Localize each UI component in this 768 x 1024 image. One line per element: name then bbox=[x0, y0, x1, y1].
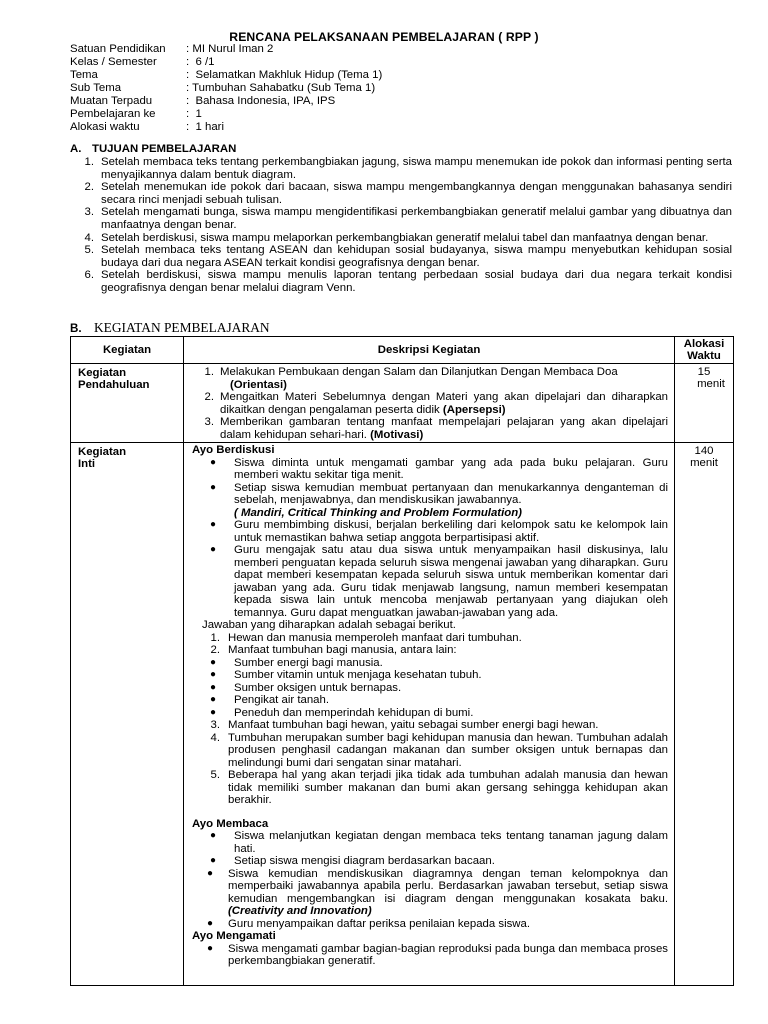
stage-label: Kegiatan bbox=[78, 446, 127, 458]
item-text: Manfaat tumbuhan bagi manusia, antara lain: bbox=[228, 644, 457, 656]
header-alokasi bbox=[675, 337, 734, 364]
table-header-row bbox=[71, 337, 734, 364]
item-text: Siswa melanjutkan kegiatan dengan membaca teks tentang tanaman jagung dalam hati. bbox=[234, 830, 668, 855]
identity-label: Kelas / Semester bbox=[70, 56, 157, 68]
identity-row bbox=[70, 69, 382, 82]
item-number: 2. bbox=[210, 644, 220, 656]
answer-item bbox=[192, 719, 668, 732]
item-number: 3. bbox=[204, 416, 214, 428]
objective-text: Setelah mengamati bunga, siswa mampu mengidentifikasi perkembangbiakan generatif melalui gambar yang dibuatnya dan manfaatnya dengan benar. bbox=[101, 206, 732, 231]
identity-value: : 1 bbox=[186, 108, 202, 120]
list-item bbox=[192, 416, 668, 441]
bullet-icon: ● bbox=[209, 855, 217, 866]
bullet-icon: ● bbox=[209, 681, 217, 693]
objective-text: Setelah berdiskusi, siswa mampu menulis laporan tentang perbedaan sosial budaya dari dua negara terkait kondisi geografisnya dengan benar melalui diagram Venn. bbox=[101, 269, 732, 294]
item-tag: (Apersepsi) bbox=[442, 403, 506, 416]
allocation-value: 140 bbox=[694, 445, 714, 457]
section-b-title: KEGIATAN PEMBELAJARAN bbox=[94, 320, 270, 335]
identity-row bbox=[70, 43, 382, 56]
identity-label: Pembelajaran ke bbox=[70, 108, 156, 120]
description-cell bbox=[184, 443, 675, 986]
item-text: Peneduh dan memperindah kehidupan di bumi. bbox=[234, 706, 474, 719]
list-item bbox=[192, 366, 668, 391]
item-text: Tumbuhan merupakan sumber bagi kehidupan manusia dan hewan. Tumbuhan adalah produsen penghasil cadangan makanan dan sumber oksigen untuk bernapas dan melindungi bumi dari sengatan sinar matahari. bbox=[228, 731, 668, 769]
list-item bbox=[192, 943, 668, 968]
identity-label: Alokasi waktu bbox=[70, 121, 140, 133]
objective-number: 5. bbox=[84, 244, 94, 257]
item-text: Siswa diminta untuk mengamati gambar yang ada pada buku pelajaran. Guru memberi waktu sekitar tiga menit. bbox=[234, 456, 668, 481]
identity-value: : 6 /1 bbox=[186, 56, 215, 68]
bullet-icon: ● bbox=[209, 544, 217, 555]
allocation-unit: menit bbox=[697, 378, 725, 390]
allocation-cell bbox=[675, 443, 734, 986]
activity-subheading: Ayo Berdiskusi bbox=[192, 444, 275, 456]
objective-number: 6. bbox=[84, 269, 94, 282]
bullet-icon: ● bbox=[209, 694, 217, 705]
objective-item bbox=[70, 181, 732, 206]
item-tag: ( Mandiri, Critical Thinking and Problem Formulation) bbox=[234, 506, 522, 519]
bullet-icon: ● bbox=[206, 917, 214, 929]
stage-cell bbox=[71, 364, 184, 443]
list-item bbox=[192, 830, 668, 855]
identity-label: Sub Tema bbox=[70, 82, 122, 94]
identity-row bbox=[70, 82, 382, 95]
objective-item bbox=[70, 244, 732, 269]
document-title: RENCANA PELAKSANAAN PEMBELAJARAN ( RPP ) bbox=[229, 30, 539, 44]
bullet-icon: ● bbox=[209, 830, 217, 841]
item-tag: (Creativity and Innovation) bbox=[228, 905, 372, 917]
section-a-letter: A. bbox=[70, 143, 82, 155]
bullet-icon: ● bbox=[209, 669, 217, 680]
bullet-icon: ● bbox=[209, 656, 217, 668]
identity-label: Satuan Pendidikan bbox=[70, 43, 166, 55]
identity-label: Muatan Terpadu bbox=[70, 95, 153, 107]
bullet-icon: ● bbox=[209, 706, 217, 718]
objectives-list bbox=[70, 156, 732, 295]
identity-row bbox=[70, 56, 382, 69]
identity-block bbox=[70, 43, 382, 134]
bullet-icon: ● bbox=[206, 867, 214, 879]
item-text: Melakukan Pembukaan dengan Salam dan Dilanjutkan Dengan Membaca Doa bbox=[220, 366, 618, 378]
item-text: Mengaitkan Materi Sebelumnya dengan Materi yang akan dipelajari dan diharapkan dikaitkan dengan pengalaman peserta didik bbox=[220, 391, 668, 416]
identity-value: : Selamatkan Makhluk Hidup (Tema 1) bbox=[186, 69, 383, 81]
list-item bbox=[192, 868, 668, 918]
item-text: Setiap siswa kemudian membuat pertanyaan dan menukarkannya denganteman di sebelah, menjawabnya, dan mendiskusikan jawabannya. bbox=[234, 481, 668, 506]
bullet-icon: ● bbox=[206, 942, 214, 954]
item-text: Guru membimbing diskusi, berjalan berkeliling dari kelompok satu ke kelompok lain untuk memastikan bahwa setiap anggota berpartisipasi aktif. bbox=[234, 519, 668, 544]
item-text: Siswa mengamati gambar bagian-bagian reproduksi pada bunga dan membaca proses perkembangbiakan generatif. bbox=[228, 942, 668, 967]
stage-label: Pendahuluan bbox=[78, 379, 150, 391]
allocation-cell bbox=[675, 364, 734, 443]
list-item bbox=[192, 918, 668, 931]
activity-subheading: Ayo Mengamati bbox=[192, 930, 276, 942]
answer-intro: Jawaban yang diharapkan adalah sebagai berikut. bbox=[202, 619, 456, 631]
objective-number: 2. bbox=[84, 181, 94, 194]
objective-number: 1. bbox=[84, 156, 94, 168]
item-number: 3. bbox=[210, 719, 220, 731]
item-number: 2. bbox=[204, 391, 214, 403]
identity-value: : Tumbuhan Sahabatku (Sub Tema 1) bbox=[186, 82, 376, 94]
objective-item bbox=[70, 206, 732, 231]
item-number: 5. bbox=[210, 769, 220, 781]
objective-item bbox=[70, 156, 732, 181]
activity-table bbox=[70, 336, 734, 986]
list-item bbox=[192, 482, 668, 520]
bullet-icon: ● bbox=[209, 519, 217, 530]
header-kegiatan: Kegiatan bbox=[71, 337, 184, 364]
item-text: Siswa kemudian mendiskusikan diagramnya dengan teman kelompoknya dan memperbaiki jawabannya apabila perlu. Berdasarkan jawaban tersebut, setiap siswa kemudian mengembangkan isi diagram dengan menggunakan kosakata baku. bbox=[228, 867, 668, 905]
objective-text: Setelah berdiskusi, siswa mampu melaporkan perkembangbiakan generatif melalui tabel dan manfaatnya dengan benar. bbox=[101, 231, 709, 244]
table-row-inti bbox=[71, 443, 734, 986]
stage-label: Kegiatan bbox=[78, 367, 127, 379]
answer-item bbox=[192, 769, 668, 807]
identity-row bbox=[70, 108, 382, 121]
item-text: Setiap siswa mengisi diagram berdasarkan bacaan. bbox=[234, 855, 495, 867]
objective-text: Setelah menemukan ide pokok dari bacaan, siswa mampu mengembangkannya dengan menggunakan bahasanya sendiri secara rinci menjadi sebuah tulisan. bbox=[101, 181, 732, 206]
bullet-icon: ● bbox=[209, 481, 217, 493]
item-text: Guru menyampaikan daftar periksa penilaian kepada siswa. bbox=[228, 917, 531, 930]
section-b-heading bbox=[70, 320, 270, 336]
objective-text: Setelah membaca teks tentang perkembangbiakan jagung, siswa mampu menemukan ide pokok dan informasi penting serta menyajikannya dalam bentuk diagram. bbox=[101, 156, 732, 181]
objective-number: 4. bbox=[84, 231, 94, 244]
item-text: Manfaat tumbuhan bagi hewan, yaitu sebagai sumber energi bagi hewan. bbox=[228, 719, 599, 731]
spacer bbox=[192, 807, 668, 818]
list-item bbox=[192, 682, 668, 695]
identity-value: : 1 hari bbox=[186, 121, 224, 133]
objective-item bbox=[70, 232, 732, 245]
header-alokasi-line: Alokasi bbox=[683, 338, 725, 350]
answer-item bbox=[192, 732, 668, 770]
list-item bbox=[192, 657, 668, 670]
item-number: 1. bbox=[204, 366, 214, 378]
section-a-heading bbox=[70, 143, 236, 155]
list-item bbox=[192, 519, 668, 544]
stage-cell bbox=[71, 443, 184, 986]
section-b-letter: B. bbox=[70, 322, 82, 335]
answer-item bbox=[192, 644, 668, 657]
list-item bbox=[192, 855, 668, 868]
item-text: Memberikan gambaran tentang manfaat mempelajari pelajaran yang akan dipelajari dalam kehidupan sehari-hari. bbox=[220, 416, 668, 441]
list-item bbox=[192, 457, 668, 482]
objective-number: 3. bbox=[84, 206, 94, 219]
activity-subheading: Ayo Membaca bbox=[192, 817, 269, 830]
header-alokasi-line: Waktu bbox=[687, 350, 721, 362]
allocation-unit: menit bbox=[690, 457, 718, 469]
item-number: 1. bbox=[210, 631, 220, 644]
identity-value: : MI Nurul Iman 2 bbox=[186, 43, 274, 55]
identity-label: Tema bbox=[70, 69, 98, 81]
table-row-pendahuluan bbox=[71, 364, 734, 443]
item-text: Hewan dan manusia memperoleh manfaat dari tumbuhan. bbox=[228, 631, 522, 644]
description-cell bbox=[184, 364, 675, 443]
list-item bbox=[192, 669, 668, 682]
bullet-icon: ● bbox=[209, 456, 217, 468]
identity-row bbox=[70, 121, 382, 134]
identity-row bbox=[70, 95, 382, 108]
item-text: Pengikat air tanah. bbox=[234, 694, 329, 706]
header-deskripsi: Deskripsi Kegiatan bbox=[184, 337, 675, 364]
item-text: Sumber vitamin untuk menjaga kesehatan tubuh. bbox=[234, 669, 482, 681]
objective-item bbox=[70, 269, 732, 294]
stage-label: Inti bbox=[78, 458, 96, 470]
list-item bbox=[192, 391, 668, 416]
item-text: Sumber oksigen untuk bernapas. bbox=[234, 681, 402, 694]
list-item bbox=[192, 694, 668, 707]
allocation-value: 15 bbox=[697, 366, 711, 378]
section-a-title: TUJUAN PEMBELAJARAN bbox=[92, 143, 237, 155]
item-number: 4. bbox=[210, 731, 220, 744]
identity-value: : Bahasa Indonesia, IPA, IPS bbox=[186, 95, 336, 107]
answer-item bbox=[192, 632, 668, 645]
item-text: Beberapa hal yang akan terjadi jika tidak ada tumbuhan adalah manusia dan hewan tidak memiliki sumber makanan dan bumi akan gersang sehingga kehidupan akan berakhir. bbox=[228, 769, 668, 806]
objective-text: Setelah membaca teks tentang ASEAN dan kehidupan sosial budayanya, siswa mampu menyebutkan kehidupan sosial budaya dari dua negara ASEAN terkait kondisi geografisnya dengan benar. bbox=[101, 244, 732, 269]
item-text: Guru mengajak satu atau dua siswa untuk menyampaikan hasil diskusinya, lalu memberi penguatan kepada seluruh siswa mengenai jawaban yang diharapkan. Guru dapat memberi kesempatan kepada seluruh siswa untuk memberikan komentar dari jawaban yang ada. Guru tidak menjawab langsung, namun memberi kesempatan kepada siswa lain untuk mencoba menjawab pertanyaan yang diajukan oleh temannya. Guru dapat menguatkan jawaban-jawaban yang ada. bbox=[234, 544, 668, 619]
list-item bbox=[192, 544, 668, 619]
item-tag: (Orientasi) bbox=[230, 378, 287, 391]
item-tag: (Motivasi) bbox=[370, 428, 424, 441]
item-text: Sumber energi bagi manusia. bbox=[234, 656, 383, 669]
list-item bbox=[192, 707, 668, 720]
